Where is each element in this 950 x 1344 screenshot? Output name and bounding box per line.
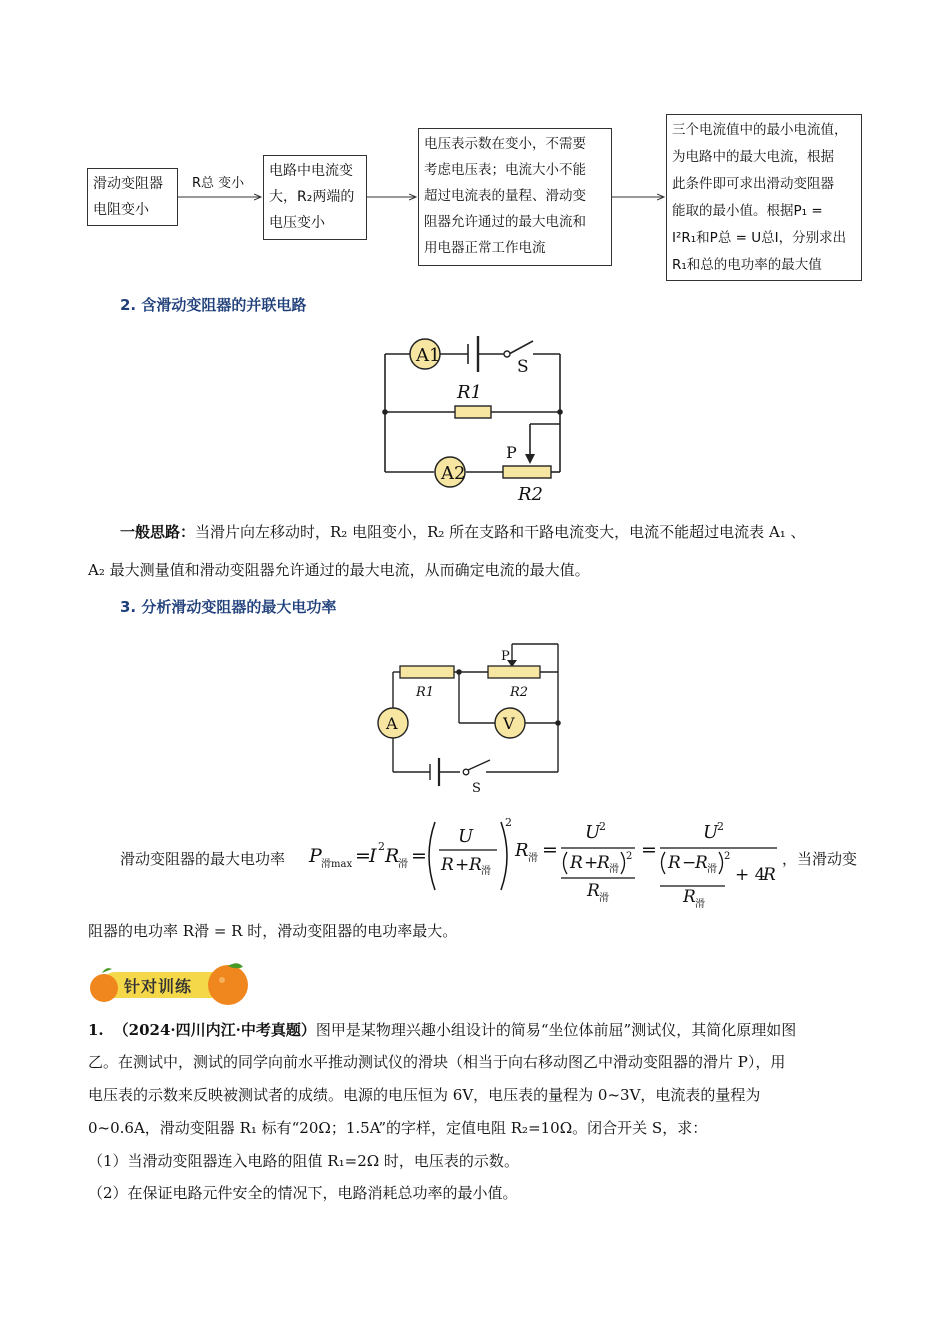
- section-2-thinking-line-2: A₂ 最大测量值和滑动变阻器允许通过的最大电流，从而确定电流的最大值。: [88, 561, 590, 579]
- section-2-thinking-line-1: 一般思路：当滑片向左移动时，R₂ 电阻变小，R₂ 所在支路和干路电流变大，电流不能超过电流表 A₁ 、: [120, 523, 806, 541]
- series-circuit-diagram: [370, 636, 570, 801]
- resistor-r2: [503, 466, 551, 478]
- svg-text:R: R: [695, 853, 708, 873]
- training-badge: [88, 958, 250, 1008]
- flow-box-1: 滑动变阻器 电阻变小: [87, 168, 178, 226]
- label-r1-series: R1: [416, 685, 435, 700]
- problem-1-question-2: （2）在保证电路元件安全的情况下，电路消耗总功率的最小值。: [88, 1184, 518, 1202]
- resistor-r1-series: [400, 666, 454, 678]
- svg-text:I: I: [369, 845, 377, 867]
- problem-source: （2024·四川内江·中考真题）: [113, 1021, 316, 1039]
- svg-text:R: R: [515, 840, 529, 861]
- formula-suffix: ，当滑动变: [782, 850, 858, 868]
- svg-text:滑: 滑: [528, 853, 538, 864]
- svg-text:+: +: [584, 853, 599, 873]
- svg-text:滑: 滑: [599, 893, 609, 904]
- svg-text:2: 2: [717, 820, 724, 833]
- flow-arrows: [0, 0, 950, 300]
- svg-text:R: R: [668, 853, 681, 873]
- svg-text:滑: 滑: [707, 864, 717, 875]
- flow-box-3: 电压表示数在变小，不需要 考虑电压表；电流大小不能 超过电流表的量程、滑动变 阻器允许通过的最大电流和 用电器正常工作电流: [418, 128, 612, 266]
- svg-text:2: 2: [626, 851, 633, 862]
- label-p-series: P: [501, 649, 510, 664]
- svg-text:滑max: 滑max: [321, 859, 353, 870]
- svg-text:=: =: [411, 845, 427, 867]
- label-a: A: [386, 714, 398, 733]
- svg-text:R: R: [683, 887, 696, 907]
- svg-text:=: =: [355, 845, 371, 867]
- svg-text:R: R: [570, 853, 583, 873]
- label-r1: R1: [457, 382, 483, 403]
- svg-text:U: U: [585, 822, 601, 843]
- svg-text:U: U: [703, 822, 719, 843]
- svg-text:U: U: [458, 826, 474, 847]
- max-power-formula: [305, 810, 795, 910]
- svg-text:R: R: [441, 855, 454, 875]
- svg-text:滑: 滑: [609, 864, 619, 875]
- resistor-r1: [455, 406, 491, 418]
- svg-text:滑: 滑: [481, 866, 491, 877]
- section-3-conclusion: 阻器的电功率 R滑 = R 时，滑动变阻器的电功率最大。: [88, 922, 458, 940]
- svg-text:R: R: [385, 845, 400, 867]
- svg-text:2: 2: [505, 816, 512, 829]
- svg-text:+ 4: + 4: [735, 865, 766, 885]
- svg-text:2: 2: [724, 851, 731, 862]
- svg-text:P: P: [309, 845, 322, 867]
- thinking-label: 一般思路：: [120, 523, 196, 541]
- label-a2: A2: [441, 463, 466, 484]
- section-2-heading: 2. 含滑动变阻器的并联电路: [120, 296, 307, 314]
- flow-box-4: 三个电流值中的最小电流值， 为电路中的最大电流，根据 此条件即可求出滑动变阻器 能取的最小值。根据P₁ = I²R₁和P总 = U总I，分别求出 R₁和总的电功率的最大值: [666, 114, 862, 281]
- label-r2: R2: [518, 484, 544, 505]
- resistor-r2-series: [488, 666, 540, 678]
- problem-1-line-4: 0~0.6A，滑动变阻器 R₁ 标有“20Ω；1.5A”的字样，定值电阻 R₂=10Ω。闭合开关 S，求：: [88, 1119, 708, 1137]
- problem-1-line-1: 1. （2024·四川内江·中考真题）图甲是某物理兴趣小组设计的简易“坐位体前屈”测试仪，其简化原理如图: [88, 1021, 797, 1039]
- problem-1-line-3: 电压表的示数来反映被测试者的成绩。电源的电压恒为 6V，电压表的量程为 0~3V，电流表的量程为: [88, 1086, 761, 1104]
- svg-text:2: 2: [599, 820, 606, 833]
- svg-text:R: R: [587, 881, 600, 901]
- problem-1-question-1: （1）当滑动变阻器连入电路的阻值 R₁=2Ω 时，电压表的示数。: [88, 1152, 519, 1170]
- svg-text:−: −: [682, 853, 697, 873]
- svg-text:=: =: [641, 839, 657, 861]
- svg-text:R: R: [763, 865, 776, 885]
- svg-text:滑: 滑: [695, 899, 705, 910]
- parallel-circuit-diagram: [370, 330, 580, 510]
- formula-prefix: 滑动变阻器的最大电功率: [120, 850, 286, 868]
- label-r2-series: R2: [510, 685, 529, 700]
- svg-text:=: =: [542, 839, 558, 861]
- svg-text:+: +: [455, 855, 470, 875]
- section-3-heading: 3. 分析滑动变阻器的最大电功率: [120, 598, 337, 616]
- problem-number: 1.: [88, 1021, 104, 1039]
- flow-arrow-1-label: R总 变小: [192, 176, 245, 191]
- flow-box-2: 电路中电流变 大，R₂两端的 电压变小: [263, 155, 367, 240]
- svg-text:2: 2: [378, 840, 385, 853]
- label-s-series: S: [472, 781, 481, 796]
- training-badge-label: 针对训练: [124, 977, 193, 996]
- svg-text:R: R: [597, 853, 610, 873]
- label-s: S: [517, 357, 529, 377]
- svg-text:滑: 滑: [398, 859, 408, 870]
- svg-text:R: R: [469, 855, 482, 875]
- label-a1: A1: [416, 345, 441, 366]
- problem-1-line-2: 乙。在测试中，测试的同学向前水平推动测试仪的滑块（相当于向右移动图乙中滑动变阻器的滑片 P），用: [88, 1053, 786, 1071]
- label-p: P: [506, 443, 517, 462]
- label-v: V: [503, 714, 515, 733]
